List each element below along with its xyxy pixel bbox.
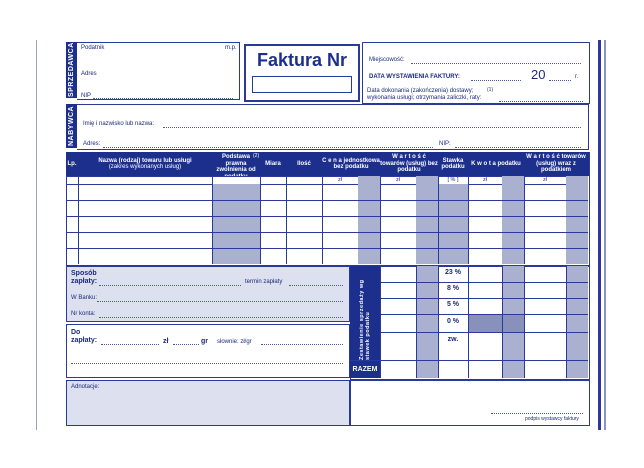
table-row[interactable] xyxy=(66,248,588,249)
due-label-2: zapłaty: xyxy=(71,337,98,344)
buyer-name-line[interactable] xyxy=(163,127,581,128)
vline-6 xyxy=(380,176,381,264)
due-gr-label: gr xyxy=(201,338,208,345)
seller-nip-label: NIP xyxy=(81,93,92,99)
col-name xyxy=(78,152,212,176)
buyer-address-label: Adres: xyxy=(83,141,101,147)
vline-5 xyxy=(322,176,323,264)
delivery-footnote: (1) xyxy=(487,87,494,93)
invoice-number-field[interactable] xyxy=(252,76,352,93)
title-box xyxy=(244,44,360,102)
sum-row-line-3 xyxy=(380,314,588,315)
payment-method-label-2: zapłaty: xyxy=(71,278,98,285)
buyer-box xyxy=(77,104,589,150)
sum-row-line-4 xyxy=(380,332,588,333)
invoice-title: Faktura Nr xyxy=(256,50,348,70)
issue-date-label: DATA WYSTAWIENIA FAKTURY: xyxy=(369,74,460,80)
gross-gr-shade xyxy=(566,176,588,264)
payment-box xyxy=(66,266,350,322)
due-words-line[interactable] xyxy=(261,344,343,345)
issue-date-line[interactable] xyxy=(471,80,521,81)
signature-line xyxy=(491,413,583,414)
place-date-box xyxy=(362,42,590,104)
seller-nip-line[interactable] xyxy=(93,98,233,99)
col-qty: Ilość xyxy=(297,160,311,167)
sum-row-line-2 xyxy=(380,298,588,299)
delivery-date-label: Data dokonania (zakończenia) dostawy; xyxy=(367,88,474,94)
signature-box[interactable] xyxy=(350,380,590,426)
place-label: Miejscowość: xyxy=(369,57,405,63)
col-unit: Miara xyxy=(265,160,281,167)
value-gr-shade xyxy=(416,176,438,264)
rate-8: 8 % xyxy=(446,285,460,292)
vline-1 xyxy=(78,176,79,264)
right-edge-stripe xyxy=(598,40,601,430)
account-label: Nr konta: xyxy=(71,311,96,317)
basis-shade xyxy=(212,184,260,264)
vline-8 xyxy=(468,176,469,264)
vline-4 xyxy=(286,176,287,264)
col-value: W a r t o ś ć towarów (usług) bez podatku xyxy=(380,154,438,174)
tax-gr-shade xyxy=(502,176,524,264)
seller-taxpayer-label: Podatnik xyxy=(81,45,105,51)
delivery-date-label-2: wykonania usługi; otrzymania zaliczki, raty: xyxy=(367,95,482,101)
due-label: Do xyxy=(71,329,81,336)
rate-exempt: zw. xyxy=(447,336,459,343)
rate-5: 5 % xyxy=(446,301,460,308)
notes-box xyxy=(66,380,350,426)
vline-2 xyxy=(212,176,213,264)
col-tax: K w o t a podatku xyxy=(471,160,521,167)
seller-address-label: Adres xyxy=(81,71,97,77)
table-row[interactable] xyxy=(66,200,588,201)
seller-box xyxy=(77,42,240,100)
due-zl-line[interactable] xyxy=(101,344,159,345)
payment-method-line[interactable] xyxy=(99,285,241,286)
buyer-name-label: Imię i nazwisko lub nazwa: xyxy=(83,121,155,127)
col-name-sub: (zakres wykonanych usług) xyxy=(108,164,182,170)
year-suffix: r. xyxy=(575,74,579,80)
tax-zl: zł xyxy=(483,177,487,183)
delivery-date-line[interactable] xyxy=(499,101,583,102)
table-row[interactable] xyxy=(66,216,588,217)
bank-line[interactable] xyxy=(97,301,343,302)
col-basis: Podstawa prawna zwolnienia od podatku xyxy=(216,154,256,180)
price-gr-shade xyxy=(358,176,380,264)
col-name-title: Nazwa (rodzaj) towaru lub usługi xyxy=(98,157,192,164)
sum-row-line-1 xyxy=(380,282,588,283)
year-prefix: 20 xyxy=(531,67,546,82)
rate-shade xyxy=(438,184,468,264)
col-lp: Lp. xyxy=(67,160,77,167)
account-line[interactable] xyxy=(99,317,343,318)
payment-method-label: Sposób xyxy=(71,270,97,277)
year-line[interactable] xyxy=(549,80,571,81)
rate-pct: [ % ] xyxy=(447,177,459,183)
vline-3 xyxy=(260,176,261,264)
due-zl-label: zł xyxy=(163,338,169,345)
price-zl: zł xyxy=(338,177,342,183)
buyer-side-label: NABYWCA xyxy=(68,105,75,147)
col-gross: W a r t o ś ć towarów (usług) wraz z podatkiem xyxy=(526,154,586,174)
summary-total-label: RAZEM xyxy=(350,360,380,378)
col-price: C e n a jednostkowa bez podatku xyxy=(322,157,380,170)
vline-9 xyxy=(524,176,525,264)
due-gr-line[interactable] xyxy=(173,344,199,345)
gross-zl: zł xyxy=(543,177,547,183)
col-basis-note: (2) xyxy=(253,153,260,159)
right-edge-stripe-2 xyxy=(604,40,606,430)
rate-0: 0 % xyxy=(446,318,460,325)
buyer-address-line[interactable] xyxy=(103,147,433,148)
due-words-label: słownie: zł/gr xyxy=(217,339,252,345)
col-rate: Stawka podatku xyxy=(441,157,465,170)
sum-row-line-5 xyxy=(350,360,588,361)
payment-term-label: termin zapłaty xyxy=(245,279,283,285)
payment-term-line[interactable] xyxy=(289,285,343,286)
due-words-line-2[interactable] xyxy=(71,363,343,364)
notes-label: Adnotacje: xyxy=(71,384,100,390)
zero-rate-shade xyxy=(468,314,524,332)
seller-side-label: SPRZEDAWCA xyxy=(68,42,75,98)
due-box xyxy=(66,324,350,378)
value-zl: zł xyxy=(396,177,400,183)
buyer-nip-label: NIP: xyxy=(439,141,451,147)
bank-label: W Banku: xyxy=(71,295,98,301)
summary-side-label: Zestawienie sprzedaży wg stawek podatku xyxy=(350,266,380,360)
buyer-nip-line[interactable] xyxy=(455,147,581,148)
signature-label: podpis wystawcy faktury xyxy=(525,416,579,422)
seller-mp-label: m.p. xyxy=(225,45,237,51)
table-row[interactable] xyxy=(66,232,588,233)
vline-7 xyxy=(438,176,439,264)
place-line[interactable] xyxy=(411,63,581,64)
rate-23: 23 % xyxy=(445,269,461,276)
left-edge-marks xyxy=(30,40,37,430)
